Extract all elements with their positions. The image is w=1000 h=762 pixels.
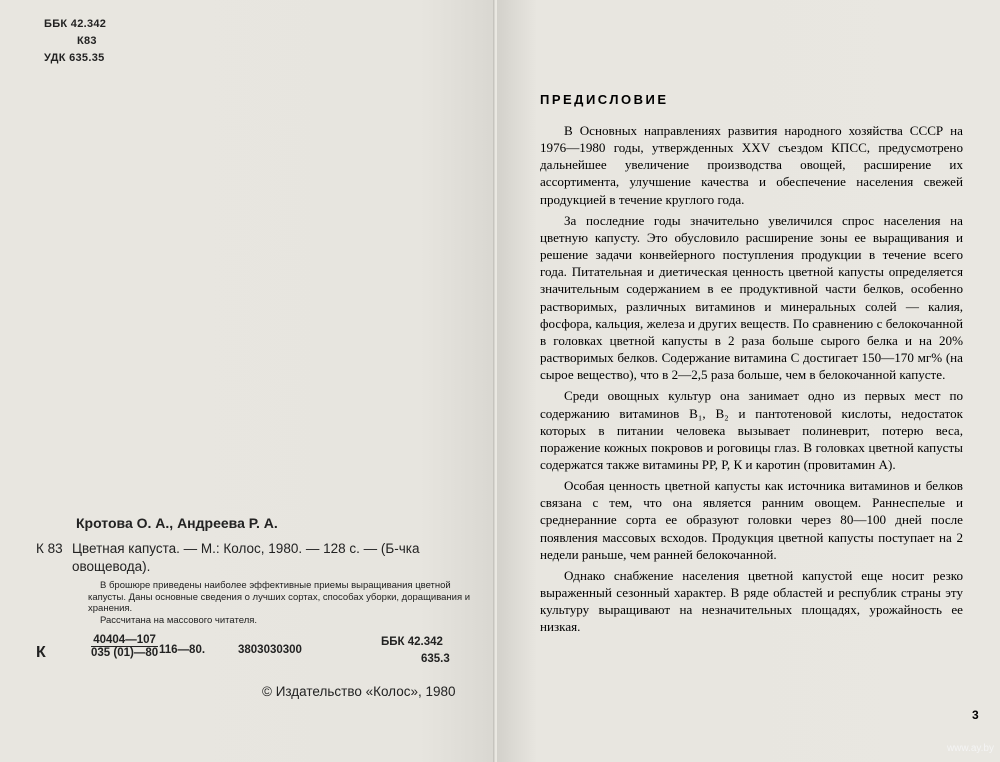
udk-code: УДК 635.35 — [44, 52, 105, 64]
publisher-copyright: © Издательство «Колос», 1980 — [262, 684, 456, 699]
audience-text: Рассчитана на массового читателя. — [100, 614, 258, 626]
authors: Кротова О. А., Андреева Р. А. — [76, 515, 278, 531]
paragraph: За последние годы значительно увеличился спрос населения на цветную капусту. Это обусловило расширение зоны ее выращивания и решение задачи конвейерного поступления продукции в течение всего года. Питательная и диетическая ценность цветной капусты определяется значительным содержанием в ее продуктивной части белков, особенно растворимых, различных витаминов и минеральных солей — калия, фосфора, кальция, железа и других веществ. По сравнению с белокочанной в головках цветной капусты в 2 раза больше сырого белка и на 20% растворимых белков. Содержание витамина С достигает 150—170 мг% (на сырое вещество), что в 2—2,5 раза больше, чем в белокочанной капусте. — [540, 212, 963, 383]
udk-code-2: 635.3 — [421, 653, 450, 665]
annotation — [88, 580, 476, 626]
isbn-code: 3803030300 — [238, 644, 302, 656]
paragraph: Среди овощных культур она занимает одно из первых мест по содержанию витаминов B₁, B₂ и пантотеновой кислоты, недостаток которых в питании человека вызывает полиневрит, потерю веса, поражение кожных покровов и роговицы глаз. В головках цветной капусты содержатся также витамины РР, Р, К и каротин (провитамин А). — [540, 388, 963, 472]
annotation-text: В брошюре приведены наиболее эффективные приемы выращивания цветной капусты. Даны основные сведения о лучших сортах, способах уборки, дорaщивания и хранения. — [88, 580, 471, 614]
bbk-code: ББК 42.342 — [44, 18, 107, 30]
page-number: 3 — [972, 708, 979, 722]
paragraph: В Основных направлениях развития народного хозяйства СССР на 1976—1980 годы, утвержденных XXV съездом КПСС, предусмотрено дальнейшее увеличение производства овощей, расширение их ассортимента, улучшение качества и обеспечение населения свежей продукцией в течение круглого года. — [540, 123, 963, 207]
preface-body — [540, 122, 963, 640]
paragraph: Особая ценность цветной капусты как источника витаминов и белков связана с тем, что она является ранним овощем. Раннеспелые и среднеранние сорта ее образуют головки через 80—100 дней после появления массовых всходов. Продукция цветной капусты поступает на 2 недели раньше, чем ранней белокочанной. — [540, 478, 963, 562]
price-code: 116—80. — [159, 644, 206, 656]
bibliographic-record — [36, 515, 476, 678]
catalog-codes — [36, 634, 476, 678]
page-title: ПРЕДИСЛОВИЕ — [540, 92, 669, 107]
author-mark: К83 — [77, 35, 97, 47]
entry-code: К 83 — [36, 541, 63, 556]
left-page — [0, 0, 495, 762]
paragraph: Однако снабжение населения цветной капустой еще носит резко выраженный сезонный характер. В ряде областей и республик страны эту культуру выращивают на незначительных площадях, урожайность ее низкая. — [540, 567, 963, 635]
catalog-letter: К — [36, 644, 46, 661]
classification-codes — [44, 16, 106, 67]
fraction-denominator: 035 (01)—80 — [91, 647, 159, 659]
bbk-code-2: ББК 42.342 — [381, 636, 443, 648]
catalog-entry — [36, 540, 476, 576]
catalog-fraction — [91, 634, 158, 659]
fraction-numerator: 40404—107 — [91, 634, 158, 647]
watermark: www.ay.by — [946, 743, 994, 754]
entry-description: Цветная капуста. — М.: Колос, 1980. — 128 с. — (Б-чка овощевода). — [72, 541, 420, 574]
bbk-block — [381, 634, 450, 668]
